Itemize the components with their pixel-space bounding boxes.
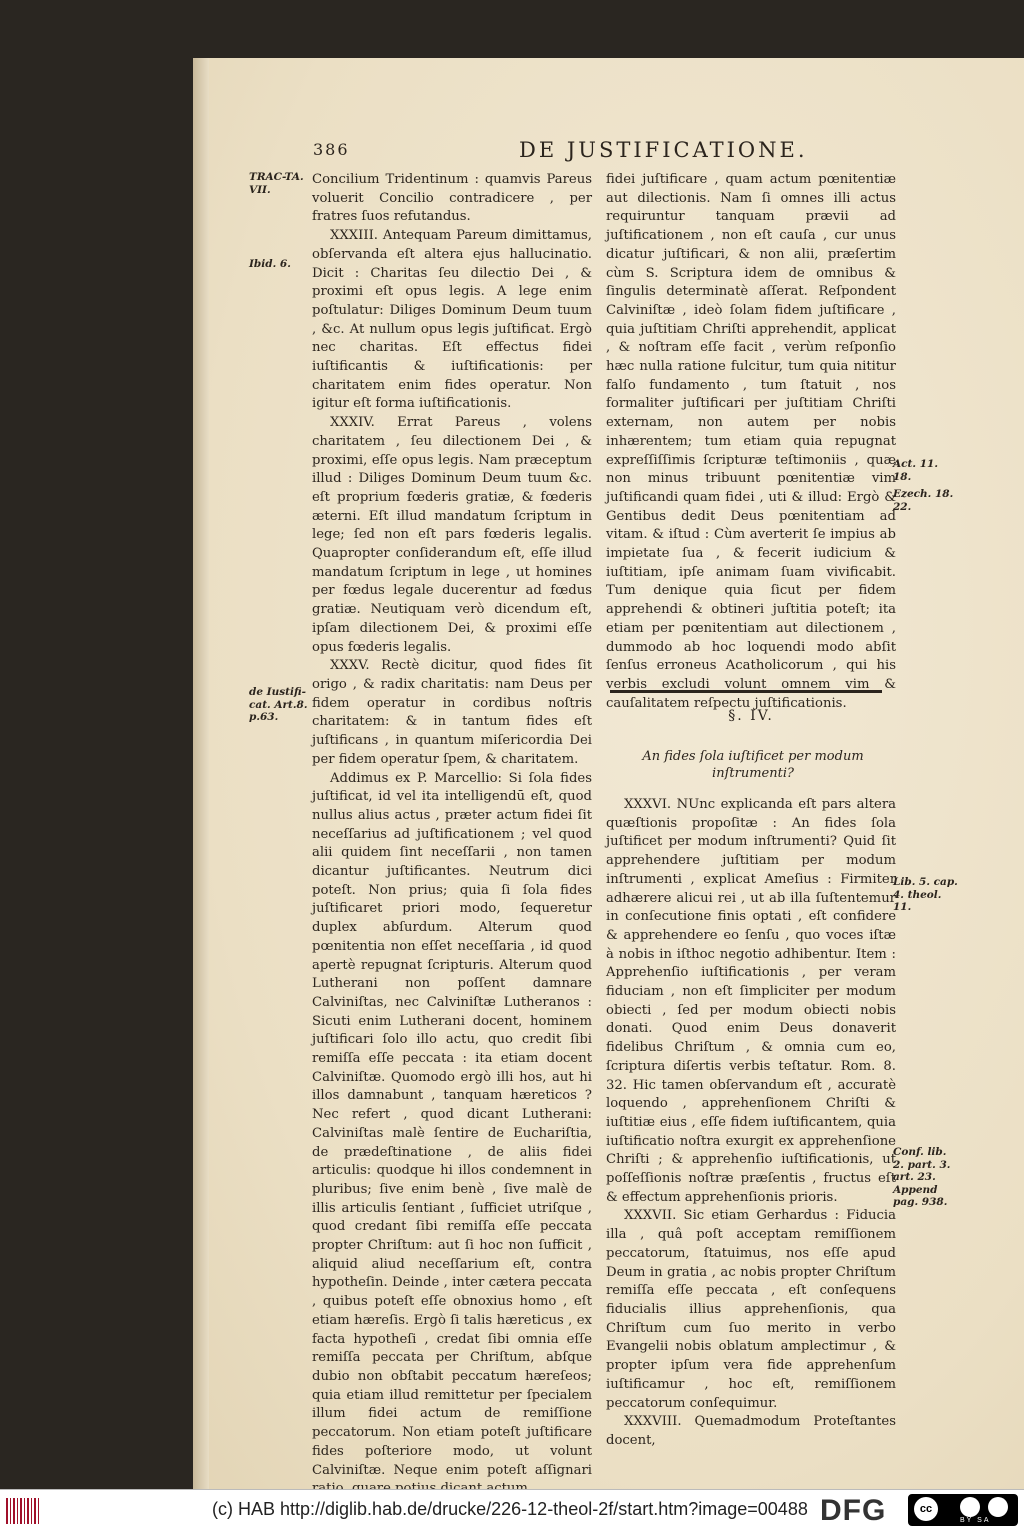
margin-note-conf: Conf. lib. 2. part. 3. art. 23. Append pag. 938. <box>893 1146 951 1208</box>
viewer-footer <box>0 1489 1024 1530</box>
margin-note-ibid: Ibid. 6. <box>249 258 291 270</box>
barcode-icon <box>6 1498 40 1524</box>
page-gutter <box>193 58 209 1489</box>
margin-note-lib: Lib. 5. cap. 4. theol. 11. <box>893 876 958 913</box>
right-column-bottom <box>606 796 896 1451</box>
running-title: DE JUSTIFICATIONE. <box>519 138 808 162</box>
margin-note-ref: de Iustifi-cat. Art.8. p.63. <box>249 686 308 723</box>
paragraph: XXXIII. Antequam Pareum dimittamus, obſervanda eſt altera ejus hallucinatio. Dicit : Charitas ſeu dilectio Dei , & proximi eſt opus legis. A lege enim poſtulatur: Diliges Dominum Deum tuum , &c. At nullum opus legis juſtificat. Ergò nec charitas. Eſt effectus fidei iuſtificantis & iuſtificationis: per charitatem enim fides operatur. Non igitur eſt forma iuſtificationis. <box>312 228 592 412</box>
section-rule <box>610 690 882 696</box>
book-page <box>193 58 1024 1489</box>
sa-icon <box>988 1497 1008 1517</box>
dfg-logo: DFG <box>820 1494 887 1527</box>
running-header <box>253 138 1004 168</box>
paragraph: XXXIV. Errat Pareus , volens charitatem , ſeu dilectionem Dei , & proximi, eſſe opus legis. Nam præceptum illud : Diliges Dominum Deum tuum &c. eſt proprium fœderis gratiæ, & fœderis æterni. Eſt illud mandatum ſcriptum in lege; ſed non eſt pars fœderis legalis. Quapropter conſiderandum eſt, eſſe illud mandatum ſcriptum in lege , ut homines per fœdus legale ducerentur ad fœdus gratiæ. Neutiquam verò dicendum eſt, ipſam dilectionem Dei, & proximi eſſe opus fœderis legalis. <box>312 415 592 655</box>
paragraph: XXXVI. NUnc explicanda eſt pars altera quæſtionis propoſitæ : An fides ſola juſtificet per modum inſtrumenti? Quid ſit apprehendere juſtitiam per modum inſtrumenti , explicat Ameſius : Firmiter adhærere alicui rei , ut ab illa ſuſtentemur in conſecutione finis optati , eſt confidere & apprehendere eo ſenſu , quo voces iſtæ à nobis in iſthoc negotio adhibentur. Item : Apprehenſio iuſtificationis , per veram fiduciam , non eſt ſimpliciter per modum obiecti , ſed per modum obiecti nobis donati. Quod enim Deus donaverit fidelibus Chriſtum , & omnia cum eo, ſcriptura diſertis verbis teſtatur. Rom. 8. 32. Hic tamen obſervandum eſt , accuratè loquendo , apprehenſionem Chriſti & iuſtitiæ eius , eſſe fidem iuſtificantem, quia iuſtificatio noſtra exurgit ex apprehenſione Chriſti ; & apprehenſio iuſtificationis, ut poſſeſſionis noſtræ præſentis , fructus eſt & effectum apprehenſionis prioris. <box>606 797 896 1205</box>
margin-note-act: Act. 11. 18. <box>893 458 938 483</box>
license-label: BY SA <box>960 1517 991 1524</box>
page-number: 386 <box>313 140 350 159</box>
left-column <box>312 171 592 1499</box>
margin-note-ezech: Ezech. 18. 22. <box>893 488 954 513</box>
by-icon <box>960 1497 980 1517</box>
paragraph: Concilium Tridentinum : quamvis Pareus voluerit Concilio contradicere , per fratres ſuos refutandus. <box>312 172 592 225</box>
paragraph: XXXV. Rectè dicitur, quod fides ſit origo , & radix charitatis: nam Deus per fidem operatur in cordibus noſtris charitatem: & in tantum fides eſt juſtificans , in quantum miſericordia Dei per fidem operatur ſpem, & charitatem. <box>312 658 592 767</box>
paragraph: XXXVII. Sic etiam Gerhardus : Fiducia illa , quâ poſt acceptam remiſſionem peccatorum, ſtatuimus, nos eſſe apud Deum in gratia , ac nobis propter Chriſtum remiſſa eſſe peccata , eſt conſequens fiducialis illius apprehenſionis, qua Chriſtum cum ſuo merito in verbo Evangelii nobis oblatum amplectimur , & propter ipſum vera fide apprehenſum iuſtificamur , hoc eſt, remiſſionem peccatorum conſequimur. <box>606 1208 896 1411</box>
cc-icon: cc <box>914 1497 938 1521</box>
right-column-top <box>606 171 896 713</box>
section-title: An fides ſola iuſtificet per modum inſtrumenti? <box>642 749 864 781</box>
paragraph: XXXVIII. Quemadmodum Proteſtantes docent, <box>606 1414 896 1448</box>
margin-note-tract: TRAC-TA. VII. <box>249 171 304 196</box>
copyright-url[interactable]: (c) HAB http://diglib.hab.de/drucke/226-12-theol-2f/start.htm?image=00488 <box>212 1499 808 1519</box>
paragraph: Addimus ex P. Marcellio: Si ſola fides juſtificat, id vel ita intelligendū eſt, quod nullus alius actus , præter actum fidei ſit neceſſarius ad juſtificationem ; vel quod alii quidem ſint neceſſarii , non tamen dicantur juſtificantes. Neutrum dici poteſt. Non prius; quia ſi ſola fides juſtificaret priori modo, ſequeretur duplex abſurdum. Alterum quod pœnitentia non eſſet neceſſaria , id quod apertè repugnat ſcripturis. Alterum quod Lutherani non poſſent damnare Calviniſtas, nec Calviniſtæ Lutheranos : Sicuti enim Lutherani docent, hominem juſtificari ſolo illo actu, quo credit ſibi remiſſa eſſe peccata : ita etiam docent Calviniſtæ. Quomodo ergò illi hos, aut hi illos damnabunt , tanquam hæreticos ? Nec refert , quod dicant Lutherani: Calviniſtas malè ſentire de Euchariſtia, de prædeſtinatione , de aliis fidei articulis: quodque hi illos condemnent in pluribus; ſive enim benè , ſive malè de illis articulis ſentiant , ſufficiet utriſque , quod credant ſibi remiſſa eſſe peccata propter Chriſtum: aut ſi hoc non ſufficit , aliquid aliud neceſſarium eſt, contra hypotheſin. Deinde , inter cætera peccata , quibus poteſt eſſe obnoxius homo , eſt etiam hæreſis. Ergò ſi talis hæreticus , ex facta hypotheſi , credat ſibi omnia eſſe remiſſa peccata per Chriſtum, abſque dubio non obſtabit peccatum hæreſeos; quia etiam illud remittetur per ſpecialem illum fidei actum de remiſſione peccatorum. Non etiam poteſt juſtificare fides poſteriore modo, ut volunt Calviniſtæ. Neque enim poteſt aſſignari <box>312 770 592 1478</box>
paragraph: fidei juſtificare , quam actum pœnitentiæ aut dilectionis. Nam ſi omnes illi actus requiruntur tanquam prævii ad juſtificationem , non eſt cauſa , cur unus dicatur juſtificari, & non alii, præſertim cùm S. Scriptura idem de omnibus & ſingulis determinatè aſſerat. Reſpondent Calviniſtæ , ideò ſolam fidem juſtificare , quia juſtitiam Chriſti apprehendit, applicat , & noſtram eſſe facit , verùm reſponſio hæc nulla ratione fulcitur, tum quia nititur falſo fundamento , tum ſtatuit , nos formaliter juſtificari per juſtitiam Chriſti externam, non autem per nobis inhærentem; tum etiam quia repugnat expreſſiſſimis ſcripturæ teſtimoniis , quæ non minus tribuunt pœnitentiæ vim juſtificandi quam fidei , uti & illud: Ergò & Gentibus dedit Deus pœnitentiam ad vitam. & iſtud : Cùm averterit ſe impius ab impietate ſua , & fecerit iudicium & iuſtitiam, ipſe animam ſuam vivificabit. Tum denique quia ſicut per fidem apprehendi & obtineri juſtitia poteſt; ita etiam per pœnitentiam aut dilectionem , dummodo ab hoc loquendi modo abſit ſenſus erroneus Acatholicorum , qui his verbis excludi volunt omnem vim & cauſalitatem reſpectu juſtificationis. <box>606 172 896 711</box>
cc-license-badge[interactable] <box>908 1494 1018 1526</box>
section-number: §. IV. <box>728 708 774 724</box>
